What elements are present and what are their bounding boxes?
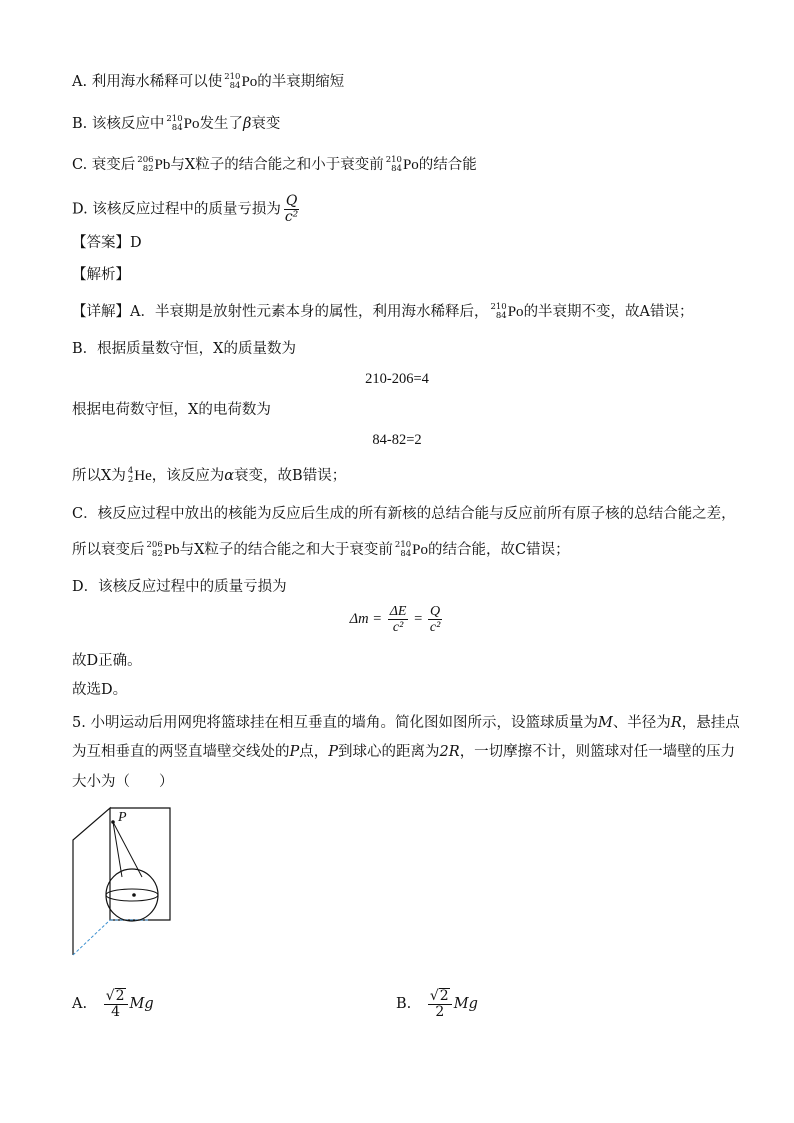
q5-line3: 大小为（ ） xyxy=(72,774,174,790)
option-d: D. 该核反应过程中的质量亏损为 $\frac{Q}{\text{c²}}$ xyxy=(72,193,299,225)
fraction-sqrt2-2: $\frac{√2}{2}$ xyxy=(428,988,452,1020)
equation-charge-number: 84-82=2 xyxy=(372,432,422,448)
ball-equator xyxy=(106,889,158,901)
option-a: A. 利用海水稀释可以使 210 84 Po的半衰期缩短 xyxy=(72,72,345,91)
q5-line1: 5. 小明运动后用网兜将篮球挂在相互垂直的墙角。简化图如图所示，设篮球质量为M、半径为R，悬挂点 xyxy=(72,715,740,731)
answer-line: 【答案】D xyxy=(72,235,142,251)
equation-mass-number: 210-206=4 xyxy=(365,371,429,387)
basketball-corner-diagram xyxy=(70,805,180,965)
nuclide-po: 210 84 Po xyxy=(224,72,258,91)
detail-b: B．根据质量数守恒，X的质量数为 xyxy=(72,341,296,357)
analysis-label: 【解析】 xyxy=(72,267,130,283)
basketball xyxy=(106,869,158,921)
nuclide-po: 210 84 Po xyxy=(385,155,419,174)
nuclide-po: 210 84 Po xyxy=(166,114,200,133)
point-p xyxy=(111,820,115,824)
floor-edge xyxy=(73,920,110,955)
nuclide-po: 210 84 Po xyxy=(490,302,524,321)
q5-line2: 为互相垂直的两竖直墙壁交线处的P点，P到球心的距离为2R，一切摩擦不计，则篮球对任一墙壁的压力 xyxy=(72,744,736,760)
option-c: C. 衰变后 206 82 Pb与X粒子的结合能之和小于衰变前 210 84 Po的结合能 xyxy=(72,155,477,174)
detail-d: D．该核反应过程中的质量亏损为 xyxy=(72,579,287,595)
label-p: P xyxy=(118,810,127,825)
left-wall xyxy=(73,808,110,955)
nuclide-pb: 206 82 Pb xyxy=(146,540,180,559)
nuclide-pb: 206 82 Pb xyxy=(137,155,171,174)
detail-b3: 所以X为 4 2 He，该反应为α衰变，故B错误； xyxy=(72,466,347,485)
nuclide-he: 4 2 He xyxy=(127,466,152,485)
conclusion: 故D正确。 xyxy=(72,653,142,669)
q5-option-b: B. $\frac{√2}{2}$ Mg xyxy=(396,988,478,1020)
fraction-q-c2: $\frac{Q}{\text{c²}}$ xyxy=(284,193,299,225)
detail-c1: C．核反应过程中放出的核能为反应后生成的所有新核的总结合能与反应前所有原子核的总结合能之差， xyxy=(72,506,736,522)
equation-mass-defect: Δm = $\frac{\Delta E}{\text{c²}}$ = $\frac{Q}{\text{c²}}$ xyxy=(349,604,441,635)
nuclide-po: 210 84 Po xyxy=(394,540,428,559)
detail-c2: 所以衰变后 206 82 Pb与X粒子的结合能之和大于衰变前 210 84 Po的结合能，故C错误； xyxy=(72,540,570,559)
option-b: B. 该核反应中 210 84 Po发生了β衰变 xyxy=(72,114,281,133)
fraction-sqrt2-4: $\frac{√2}{4}$ xyxy=(104,988,128,1020)
fraction-q-c2: $\frac{Q}{\text{c²}}$ xyxy=(429,604,441,635)
ball-center xyxy=(132,893,136,897)
q5-option-a: A. $\frac{√2}{4}$ Mg xyxy=(72,988,154,1020)
choose-line: 故选D。 xyxy=(72,682,128,698)
detail-a: 【详解】A．半衰期是放射性元素本身的属性，利用海水稀释后， 210 84 Po的半衰期不变，故A错误； xyxy=(72,302,694,321)
fraction-de-c2: $\frac{\Delta E}{\text{c²}}$ xyxy=(389,604,407,635)
detail-b2: 根据电荷数守恒，X的电荷数为 xyxy=(72,402,271,418)
